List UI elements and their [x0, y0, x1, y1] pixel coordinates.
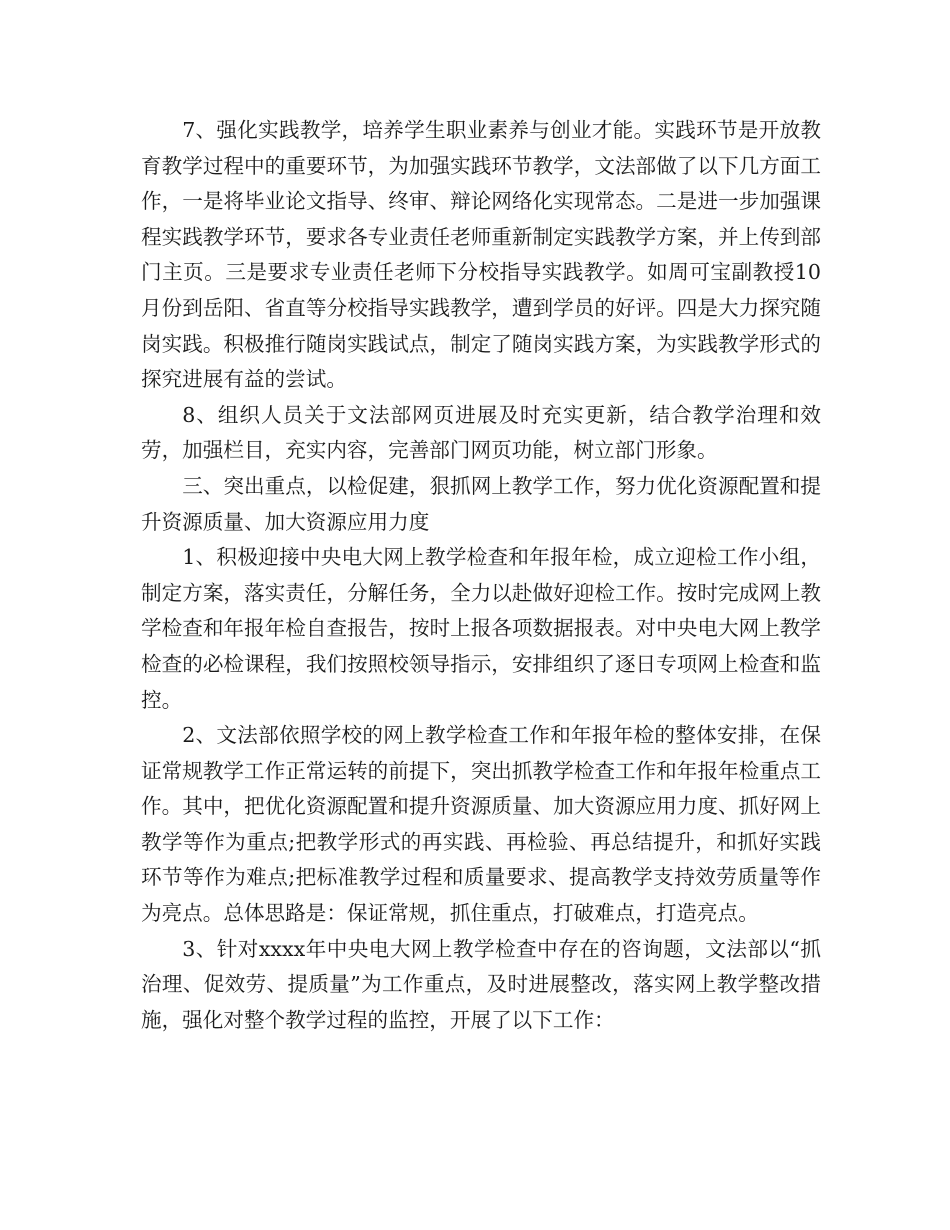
paragraph-practice-teaching: 7、强化实践教学，培养学生职业素养与创业才能。实践环节是开放教育教学过程中的重要环节，为加强实践环节教学，文法部做了以下几方面工作，一是将毕业论文指导、终审、辩论网络化实现常态。二是进一步加强课程实践教学环节，要求各专业责任老师重新制定实践教学方案，并上传到部门主页。三是要求专业责任老师下分校指导实践教学。如周可宝副教授10月份到岳阳、省直等分校指导实践教学，遭到学员的好评。四是大力探究随岗实践。积极推行随岗实践试点，制定了随岗实践方案，为实践教学形式的探究进展有益的尝试。 [141, 118, 821, 392]
paragraph-inspection-arrangement: 2、文法部依照学校的网上教学检查工作和年报年检的整体安排，在保证常规教学工作正常运转的前提下，突出抓教学检查工作和年报年检重点工作。其中，把优化资源配置和提升资源质量、加大资源应用力度、抓好网上教学等作为重点;把教学形式的再实践、再检验、再总结提升，和抓好实践环节等作为难点;把标准教学过程和质量要求、提高教学支持效劳质量等作为亮点。总体思路是：保证常规，抓住重点，打破难点，打造亮点。 [141, 723, 821, 926]
section-heading-online-teaching: 三、突出重点，以检促建，狠抓网上教学工作，努力优化资源配置和提升资源质量、加大资源应用力度 [141, 473, 821, 534]
paragraph-rectification: 3、针对xxxx年中央电大网上教学检查中存在的咨询题，文法部以“抓治理、促效劳、提质量”为工作重点，及时进展整改，落实网上教学整改措施，强化对整个教学过程的监控，开展了以下工作： [141, 936, 821, 1032]
document-page [141, 113, 821, 1038]
paragraph-inspection-prep: 1、积极迎接中央电大网上教学检查和年报年检，成立迎检工作小组，制定方案，落实责任，分解任务，全力以赴做好迎检工作。按时完成网上教学检查和年报年检自查报告，按时上报各项数据报表。对中央电大网上教学检查的必检课程，我们按照校领导指示，安排组织了逐日专项网上检查和监控。 [141, 545, 821, 712]
paragraph-webpage-update: 8、组织人员关于文法部网页进展及时充实更新，结合教学治理和效劳，加强栏目，充实内容，完善部门网页功能，树立部门形象。 [141, 402, 821, 463]
